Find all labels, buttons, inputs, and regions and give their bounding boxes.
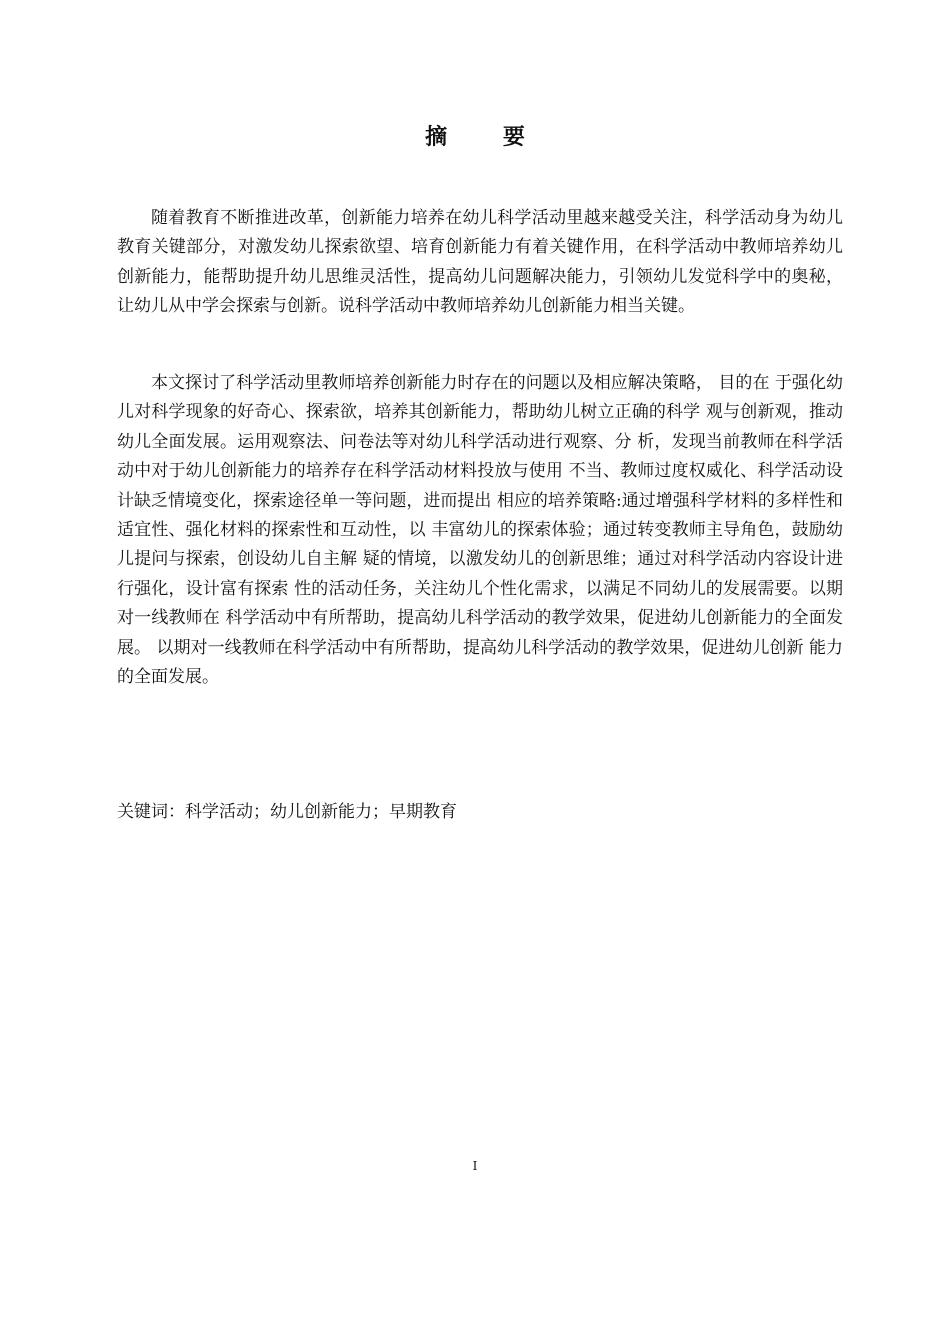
abstract-title: 摘 要 [425,125,549,150]
keywords-line [117,798,843,827]
page-number: I [472,1159,478,1173]
abstract-paragraph-2: 本文探讨了科学活动里教师培养创新能力时存在的问题以及相应解决策略， 目的在 于强化幼儿对科学现象的好奇心、探索欲，培养其创新能力，帮助幼儿树立正确的科学 观与创新观，推动幼儿全面发展。运用观察法、问卷法等对幼儿科学活动进行观察、分 析，发现当前教师在科学活动中对于幼儿创新能力的培养存在科学活动材料投放与使用 不当、教师过度权威化、科学活动设计缺乏情境变化，探索途径单一等问题，进而提出 相应的培养策略:通过增强科学材料的多样性和适宜性、强化材料的探索性和互动性，以 丰富幼儿的探索体验；通过转变教师主导角色，鼓励幼儿提问与探索，创设幼儿自主解 疑的情境，以激发幼儿的创新思维；通过对科学活动内容设计进行强化，设计富有探索 性的活动任务，关注幼儿个性化需求，以满足不同幼儿的发展需要。以期对一线教师在 科学活动中有所帮助，提高幼儿科学活动的教学效果，促进幼儿创新能力的全面发展。 以期对一线教师在科学活动中有所帮助，提高幼儿科学活动的教学效果，促进幼儿创新 能力的全面发展。 [117,373,843,688]
abstract-paragraph-1: 随着教育不断推进改革，创新能力培养在幼儿科学活动里越来越受关注，科学活动身为幼儿教育关键部分，对激发幼儿探索欲望、培育创新能力有着关键作用，在科学活动中教师培养幼儿创新能力，能帮助提升幼儿思维灵活性，提高幼儿问题解决能力，引领幼儿发觉科学中的奥秘，让幼儿从中学会探索与创新。说科学活动中教师培养幼儿创新能力相当关键。 [117,208,843,317]
keywords-label: 关键词： [117,802,185,822]
keywords-value: 科学活动；幼儿创新能力；早期教育 [185,802,457,822]
